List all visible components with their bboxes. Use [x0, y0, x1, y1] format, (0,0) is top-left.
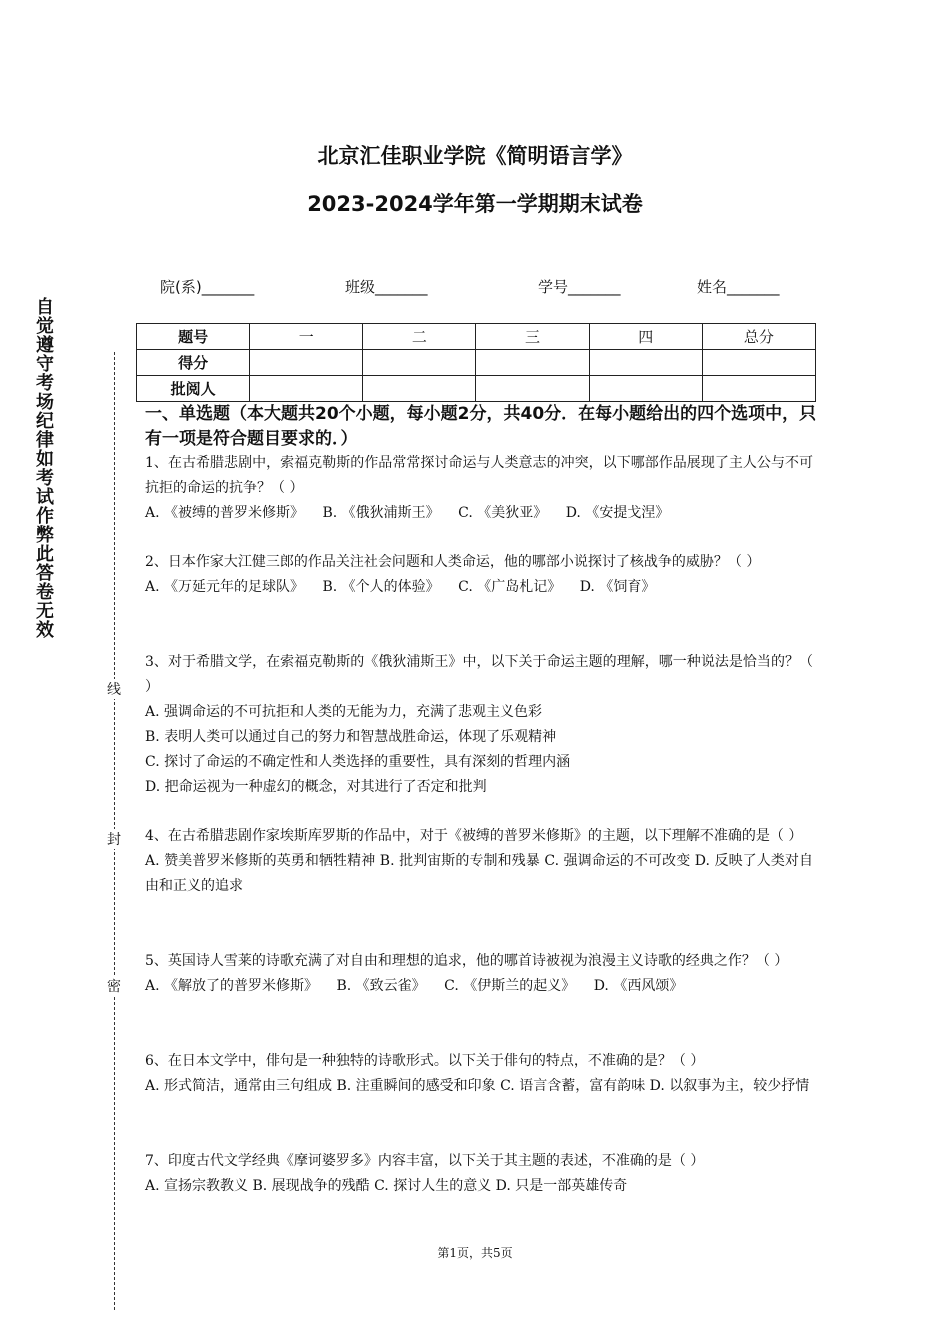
option-c[interactable]: C. 《美狄亚》	[458, 505, 548, 521]
option-d[interactable]: D. 把命运视为一种虚幻的概念，对其进行了否定和批判	[145, 779, 487, 795]
score-table-cell: 题号	[137, 324, 250, 350]
score-cell[interactable]	[363, 350, 476, 376]
option-a[interactable]: A. 《被缚的普罗米修斯》	[145, 505, 305, 521]
option-b[interactable]: B. 《个人的体验》	[322, 579, 440, 595]
option-d[interactable]: D. 《西风颂》	[593, 978, 684, 994]
option-a[interactable]: A. 《解放了的普罗米修斯》	[145, 978, 319, 994]
name-field[interactable]: 姓名_______	[697, 278, 780, 296]
department-field[interactable]: 院(系)_______	[160, 278, 255, 296]
score-cell[interactable]	[250, 350, 363, 376]
score-table-cell: 三	[476, 324, 589, 350]
question-options[interactable]: A. 赞美普罗米修斯的英勇和牺牲精神 B. 批判宙斯的专制和残暴 C. 强调命运的不可改变 D. 反映了人类对自由和正义的追求	[145, 853, 813, 894]
seal-word-seal: 封	[104, 829, 124, 849]
option-b[interactable]: B. 表明人类可以通过自己的努力和智慧战胜命运，体现了乐观精神	[145, 729, 557, 745]
exam-title-line2: 2023-2024学年第一学期期末试卷	[307, 192, 643, 216]
question-6	[145, 1049, 813, 1099]
section-heading: 一、单选题（本大题共20个小题，每小题2分，共40分．在每小题给出的四个选项中，只有一项是符合题目要求的．）	[145, 404, 817, 449]
score-table-cell: 二	[363, 324, 476, 350]
question-1	[145, 451, 813, 526]
question-stem: 4、在古希腊悲剧作家埃斯库罗斯的作品中，对于《被缚的普罗米修斯》的主题，以下理解不准确的是（ ）	[145, 828, 803, 844]
question-stem: 5、英国诗人雪莱的诗歌充满了对自由和理想的追求，他的哪首诗被视为浪漫主义诗歌的经典之作？（ ）	[145, 953, 789, 969]
question-3	[145, 650, 813, 800]
option-b[interactable]: B. 《俄狄浦斯王》	[322, 505, 440, 521]
score-table-row	[137, 350, 816, 376]
score-table-row-label: 得分	[137, 350, 250, 376]
question-4	[145, 824, 813, 899]
option-a[interactable]: A. 强调命运的不可抗拒和人类的无能为力，充满了悲观主义色彩	[145, 704, 543, 720]
question-stem: 1、在古希腊悲剧中，索福克勒斯的作品常常探讨命运与人类意志的冲突，以下哪部作品展现了主人公与不可抗拒的命运的抗争？（ ）	[145, 455, 813, 496]
page-number: 第1页，共5页	[437, 1246, 513, 1260]
score-cell[interactable]	[702, 350, 815, 376]
option-d[interactable]: D. 《饲育》	[579, 579, 656, 595]
student-id-field[interactable]: 学号_______	[538, 278, 621, 296]
option-a[interactable]: A. 《万延元年的足球队》	[145, 579, 305, 595]
option-c[interactable]: C. 探讨了命运的不确定性和人类选择的重要性，具有深刻的哲理内涵	[145, 754, 571, 770]
score-table-cell: 总分	[702, 324, 815, 350]
seal-word-line: 线	[104, 679, 124, 699]
score-cell[interactable]	[589, 350, 702, 376]
question-7	[145, 1149, 813, 1199]
question-2	[145, 550, 813, 600]
question-stem: 7、印度古代文学经典《摩诃婆罗多》内容丰富，以下关于其主题的表述，不准确的是（ ）	[145, 1153, 705, 1169]
side-discipline-note: 自觉遵守考场纪律如考试作弊此答卷无效	[33, 297, 54, 639]
option-c[interactable]: C. 《广岛札记》	[458, 579, 562, 595]
score-table-cell: 四	[589, 324, 702, 350]
score-table-row	[137, 376, 816, 402]
score-table-row-label: 批阅人	[137, 376, 250, 402]
option-d[interactable]: D. 《安提戈涅》	[565, 505, 670, 521]
question-stem: 3、对于希腊文学，在索福克勒斯的《俄狄浦斯王》中，以下关于命运主题的理解，哪一种说法是恰当的？（ ）	[145, 654, 813, 695]
question-5	[145, 949, 813, 999]
score-table	[136, 323, 816, 402]
question-options	[145, 501, 813, 526]
question-options[interactable]: A. 宣扬宗教教义 B. 展现战争的残酷 C. 探讨人生的意义 D. 只是一部英雄传奇	[145, 1178, 628, 1194]
option-c[interactable]: C. 《伊斯兰的起义》	[444, 978, 576, 994]
grader-cell[interactable]	[363, 376, 476, 402]
question-stem: 2、日本作家大江健三郎的作品关注社会问题和人类命运，他的哪部小说探讨了核战争的威胁？（ ）	[145, 554, 761, 570]
question-options[interactable]: A. 形式简洁，通常由三句组成 B. 注重瞬间的感受和印象 C. 语言含蓄，富有韵味 D. 以叙事为主，较少抒情	[145, 1078, 810, 1094]
question-stem: 6、在日本文学中，俳句是一种独特的诗歌形式。以下关于俳句的特点，不准确的是？（ ）	[145, 1053, 705, 1069]
question-options	[145, 974, 813, 999]
score-cell[interactable]	[476, 350, 589, 376]
exam-title-line1: 北京汇佳职业学院《简明语言学》	[317, 144, 633, 168]
grader-cell[interactable]	[702, 376, 815, 402]
option-b[interactable]: B. 《致云雀》	[336, 978, 426, 994]
grader-cell[interactable]	[476, 376, 589, 402]
question-options	[145, 575, 813, 600]
score-table-header-row	[137, 324, 816, 350]
grader-cell[interactable]	[589, 376, 702, 402]
score-table-cell: 一	[250, 324, 363, 350]
grader-cell[interactable]	[250, 376, 363, 402]
class-field[interactable]: 班级_______	[345, 278, 428, 296]
seal-word-secret: 密	[104, 976, 124, 996]
